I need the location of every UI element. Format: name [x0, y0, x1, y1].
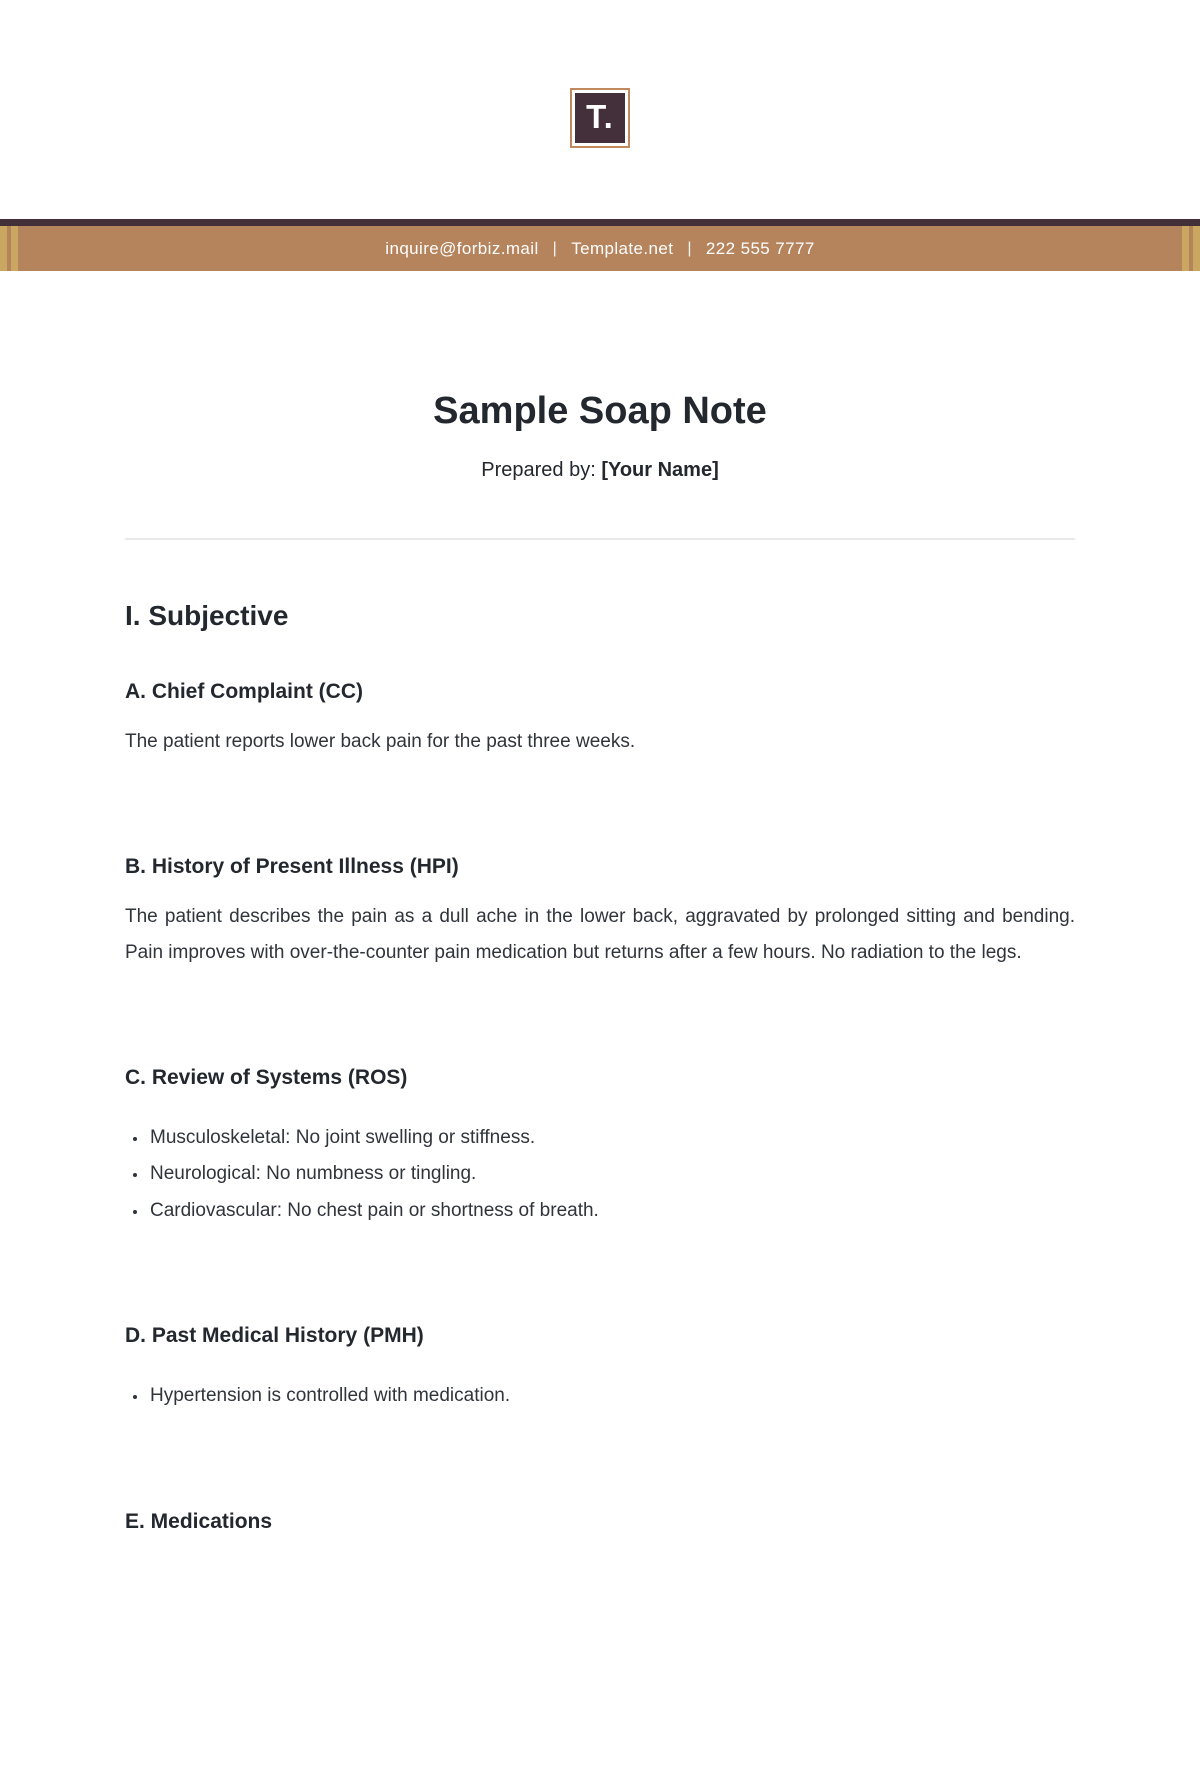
banner-stripe-left-inner — [11, 226, 18, 271]
pmh-bullet-hypertension: • Hypertension is controlled with medication. — [148, 1378, 1075, 1415]
contact-separator-2: | — [687, 239, 692, 257]
document-body — [0, 389, 1200, 1534]
contact-banner — [0, 226, 1200, 271]
banner-stripe-right-inner — [1182, 226, 1189, 271]
banner-top-border — [0, 219, 1200, 226]
subsection-ros — [125, 1065, 1075, 1230]
prepared-by-line — [125, 459, 1075, 482]
pmh-title: D. Past Medical History (PMH) — [125, 1324, 424, 1348]
author-placeholder: [Your Name] — [601, 458, 719, 481]
document-page — [0, 88, 1200, 1784]
prepared-by-label: Prepared by: — [481, 458, 596, 481]
hpi-title: B. History of Present Illness (HPI) — [125, 854, 459, 878]
ros-bullet-list — [125, 1120, 1075, 1230]
contact-website: Template.net — [571, 238, 674, 258]
document-header — [0, 88, 1200, 271]
ros-bullet-cardiovascular: • Cardiovascular: No chest pain or shortness of breath. — [148, 1193, 1075, 1230]
ros-bullet-neurological: • Neurological: No numbness or tingling. — [148, 1156, 1075, 1193]
pmh-bullet-list — [125, 1378, 1075, 1415]
subsection-pmh — [125, 1323, 1075, 1415]
hpi-text: The patient describes the pain as a dull ache in the lower back, aggravated by prolonged sitting and bending. Pain improves with over-the-counter pain medication but returns after a few hours. No radiation to the legs. — [125, 905, 1075, 963]
subsection-medications — [125, 1509, 1075, 1534]
logo-letter-icon: T. — [575, 93, 625, 143]
subsection-hpi — [125, 854, 1075, 971]
banner-stripe-left-outer — [0, 226, 7, 271]
chief-complaint-text: The patient reports lower back pain for the past three weeks. — [125, 730, 636, 752]
contact-phone: 222 555 7777 — [705, 238, 815, 258]
chief-complaint-title: A. Chief Complaint (CC) — [125, 679, 363, 703]
subsection-chief-complaint — [125, 679, 1075, 760]
contact-email: inquire@forbiz.mail — [385, 238, 539, 258]
brand-logo — [570, 88, 630, 148]
section-heading-subjective: I. Subjective — [125, 599, 289, 631]
header-divider — [125, 538, 1075, 540]
contact-info-line — [385, 239, 814, 259]
ros-title: C. Review of Systems (ROS) — [125, 1065, 408, 1089]
document-title: Sample Soap Note — [433, 390, 767, 432]
ros-bullet-musculoskeletal: • Musculoskeletal: No joint swelling or stiffness. — [148, 1120, 1075, 1157]
banner-stripe-right-outer — [1193, 226, 1200, 271]
contact-separator-1: | — [552, 239, 558, 257]
medications-title: E. Medications — [125, 1509, 273, 1533]
